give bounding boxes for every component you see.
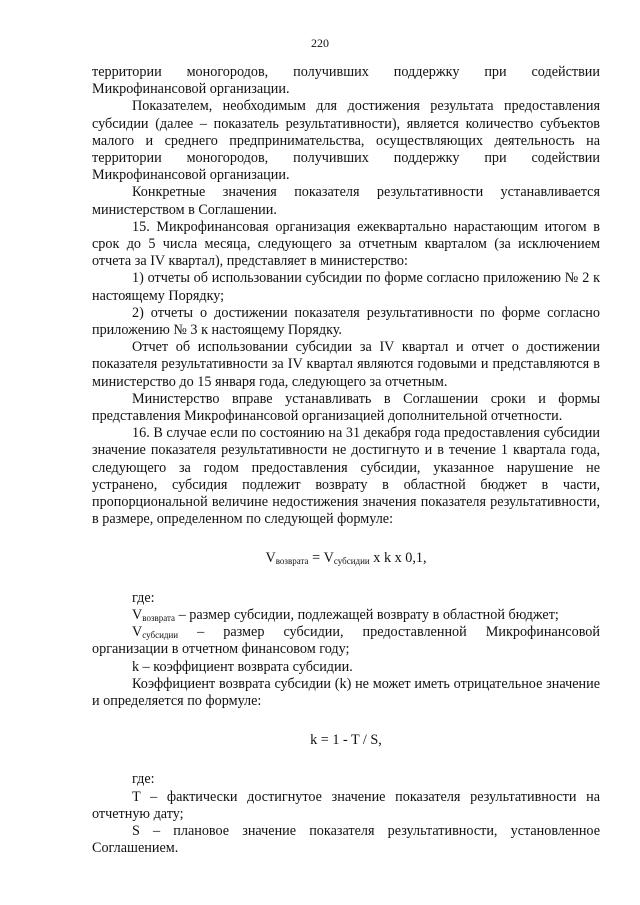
formula-coefficient: k = 1 - T / S, (310, 732, 382, 749)
formula-eq: = (308, 550, 324, 567)
list-item: 1) отчеты об использовании субсидии по форме согласно приложению № 2 к настоящему Порядку; (92, 270, 600, 304)
where-label: где: (132, 771, 155, 788)
paragraph: территории моногородов, получивших поддержку при содействии Микрофинансовой организации. (92, 64, 600, 98)
paragraph: Показателем, необходимым для достижения результата предоставления субсидии (далее – показатель результативности), является количество субъектов малого и среднего предпринимательства, осуществляющих деятельность на территории моногородов, получивших поддержку при содействии Микрофинансовой организации. (92, 98, 600, 184)
formula-v: V (265, 550, 276, 567)
paragraph: Отчет об использовании субсидии за IV квартал и отчет о достижении показателя результативности за IV квартал являются годовыми и представляются в министерство до 15 января года, следующего за отчетным. (92, 339, 600, 390)
formula-rest: x k x 0,1, (369, 550, 427, 567)
where-label: где: (132, 589, 155, 606)
definition: S – плановое значение показателя результативности, установленное Соглашением. (92, 822, 600, 857)
paragraph: 15. Микрофинансовая организация ежеквартально нарастающим итогом в срок до 5 числа месяца, следующего за отчетным кварталом (за исключением отчета за IV квартал), представляет в министерство: (92, 218, 600, 270)
list-item: 2) отчеты о достижении показателя результативности по форме согласно приложению № 3 к настоящему Порядку. (92, 304, 600, 339)
paragraph: 16. В случае если по состоянию на 31 декабря года предоставления субсидии значение показателя результативности не достигнуто и в течение 1 квартала года, следующего за годом предоставления субсидии, указанное нарушение не устранено, субсидия подлежит возврату в областной бюджет в части, пропорциональной величине недостижения значения показателя результативности, в размере, определенном по следующей формуле: (92, 425, 600, 528)
paragraph: Конкретные значения показателя результативности устанавливается министерством в Соглашении. (92, 184, 600, 218)
page-number: 220 (311, 36, 329, 50)
definition: k – коэффициент возврата субсидии. (132, 658, 353, 675)
paragraph: Коэффициент возврата субсидии (k) не может иметь отрицательное значение и определяется по формуле: (92, 675, 600, 709)
formula-sub-return: возврата (275, 556, 309, 567)
document-body (92, 64, 600, 857)
paragraph: Министерство вправе устанавливать в Соглашении сроки и формы представления Микрофинансовой организацией дополнительной отчетности. (92, 390, 600, 425)
formula-return (92, 550, 600, 567)
formula-sub-subsidy: субсидии (333, 556, 370, 567)
definition: T – фактически достигнутое значение показателя результативности на отчетную дату; (92, 788, 600, 822)
definition: $V_{субсидии}$ – размер субсидии, предоставленной Микрофинансовой организации в отчетном финансовом году; (92, 624, 600, 658)
definition: $V_{возврата}$ – размер субсидии, подлежащей возврату в областной бюджет; (132, 606, 559, 623)
formula-v: V (323, 550, 334, 567)
